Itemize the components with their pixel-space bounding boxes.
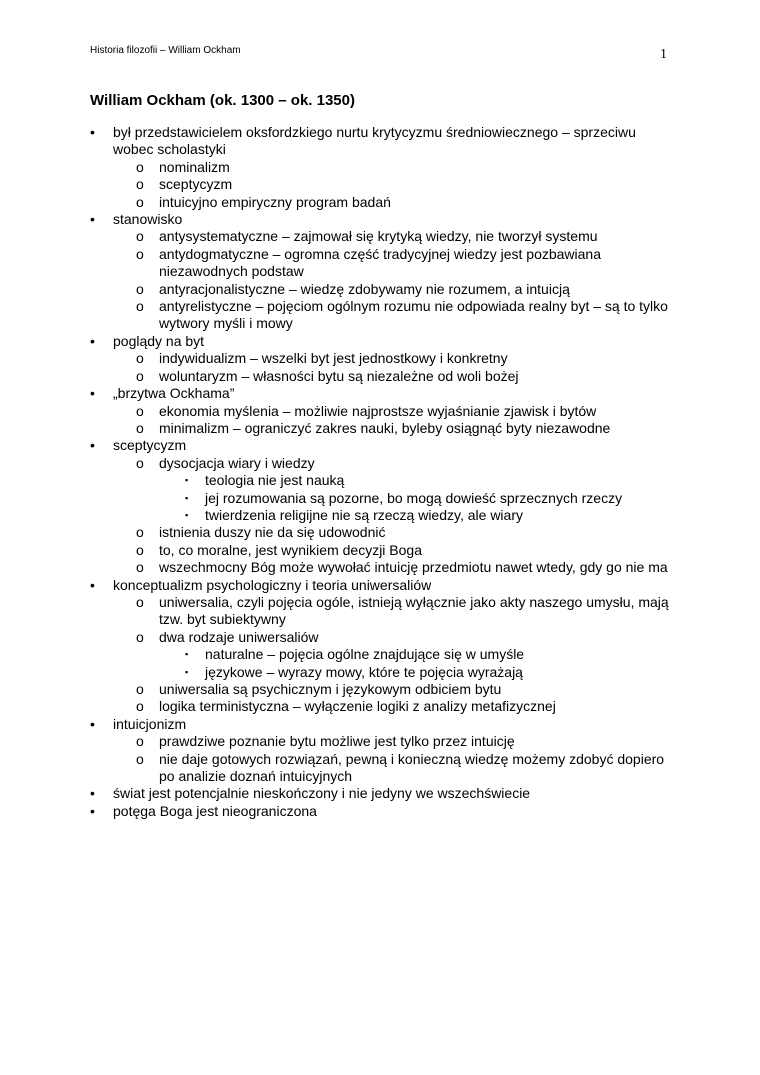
bullet-icon: • bbox=[90, 385, 95, 402]
bullet-icon: • bbox=[90, 785, 95, 802]
sub-list-item bbox=[136, 559, 680, 576]
circle-bullet-icon: o bbox=[136, 524, 144, 541]
list-item-text: językowe – wyrazy mowy, które te pojęcia wyrażają bbox=[205, 663, 523, 680]
sub-list-item bbox=[136, 542, 680, 559]
circle-bullet-icon: o bbox=[136, 245, 144, 262]
nested-list bbox=[136, 159, 680, 211]
sub-list-item bbox=[136, 281, 680, 298]
document-body bbox=[90, 124, 680, 820]
bullet-icon: • bbox=[90, 715, 95, 732]
list-item-text: twierdzenia religijne nie są rzeczą wiedzy, ale wiary bbox=[205, 506, 523, 523]
sub-list-item bbox=[136, 298, 680, 333]
list-item-text: nie daje gotowych rozwiązań, pewną i konieczną wiedzę możemy zdobyć dopiero po analizie doznań intuicyjnych bbox=[159, 750, 665, 785]
list-item-text: antysystematyczne – zajmował się krytyką wiedzy, nie tworzył systemu bbox=[159, 228, 598, 245]
square-bullet-icon: ▪ bbox=[185, 475, 189, 486]
list-item bbox=[90, 333, 680, 385]
list-item-text: woluntaryzm – własności bytu są niezależne od woli bożej bbox=[159, 367, 519, 384]
circle-bullet-icon: o bbox=[136, 593, 144, 610]
list-item-text: prawdziwe poznanie bytu możliwe jest tylko przez intuicję bbox=[159, 733, 515, 750]
nested-list bbox=[136, 733, 680, 785]
list-item bbox=[90, 803, 680, 820]
sub-list-item bbox=[136, 698, 680, 715]
sub-list-item bbox=[136, 350, 680, 367]
circle-bullet-icon: o bbox=[136, 228, 144, 245]
sub-list-item bbox=[136, 246, 680, 281]
circle-bullet-icon: o bbox=[136, 402, 144, 419]
bullet-icon: • bbox=[90, 211, 95, 228]
sub-list-item bbox=[136, 159, 680, 176]
list-item-text: antyracjonalistyczne – wiedzę zdobywamy nie rozumem, a intuicją bbox=[159, 280, 570, 297]
nested-list bbox=[136, 455, 680, 577]
sub-list-item bbox=[136, 524, 680, 541]
list-item-text: dysocjacja wiary i wiedzy bbox=[159, 454, 315, 471]
circle-bullet-icon: o bbox=[136, 419, 144, 436]
sub-sub-list-item bbox=[182, 507, 680, 524]
circle-bullet-icon: o bbox=[136, 733, 144, 750]
list-item-text: istnienia duszy nie da się udowodnić bbox=[159, 524, 386, 541]
list-item-text: antyrelistyczne – pojęciom ogólnym rozumu nie odpowiada realny byt – są to tylko wytwory myśli i mowy bbox=[159, 298, 668, 332]
circle-bullet-icon: o bbox=[136, 193, 144, 210]
circle-bullet-icon: o bbox=[136, 298, 144, 315]
sub-list-item bbox=[136, 455, 680, 525]
bullet-icon: • bbox=[90, 332, 95, 349]
sub-sub-list-item bbox=[182, 664, 680, 681]
running-header: Historia filozofii – William Ockham bbox=[90, 45, 241, 56]
nested-list bbox=[136, 228, 680, 332]
square-bullet-icon: ▪ bbox=[185, 492, 189, 503]
list-item-text: potęga Boga jest nieograniczona bbox=[113, 802, 317, 819]
sub-list-item bbox=[136, 733, 680, 750]
list-item-text: logika terministyczna – wyłączenie logiki z analizy metafizycznej bbox=[159, 698, 556, 715]
sub-sub-list-item bbox=[182, 472, 680, 489]
circle-bullet-icon: o bbox=[136, 750, 144, 767]
list-item-text: świat jest potencjalnie nieskończony i nie jedyny we wszechświecie bbox=[113, 785, 531, 802]
nested-list bbox=[136, 594, 680, 716]
circle-bullet-icon: o bbox=[136, 541, 144, 558]
sub-list-item bbox=[136, 594, 680, 629]
sub-list-item bbox=[136, 368, 680, 385]
sub-list-item bbox=[136, 629, 680, 681]
bullet-icon: • bbox=[90, 124, 95, 140]
circle-bullet-icon: o bbox=[136, 350, 144, 367]
list-item-text: naturalne – pojęcia ogólne znajdujące się w umyśle bbox=[205, 646, 525, 663]
sub-sub-list-item bbox=[182, 646, 680, 663]
list-item-text: uniwersalia są psychicznym i językowym odbiciem bytu bbox=[159, 681, 502, 697]
list-item-text: minimalizm – ograniczyć zakres nauki, byleby osiągnąć byty niezawodne bbox=[159, 419, 611, 436]
sub-list-item bbox=[136, 681, 680, 698]
list-item-text: poglądy na byt bbox=[113, 332, 205, 349]
list-item bbox=[90, 385, 680, 437]
circle-bullet-icon: o bbox=[136, 681, 144, 697]
list-item-text: dwa rodzaje uniwersaliów bbox=[159, 628, 319, 645]
bullet-icon: • bbox=[90, 576, 95, 593]
document-title: William Ockham (ok. 1300 – ok. 1350) bbox=[90, 92, 355, 109]
list-item-text: intuicjonizm bbox=[113, 715, 187, 732]
list-item-text: uniwersalia, czyli pojęcia ogóle, istnieją wyłącznie jako akty naszego umysłu, mają tzw. byt subiektywny bbox=[159, 593, 669, 628]
nested-list bbox=[182, 646, 680, 681]
circle-bullet-icon: o bbox=[136, 158, 144, 175]
circle-bullet-icon: o bbox=[136, 559, 144, 576]
list-item-text: indywidualizm – wszelki byt jest jednostkowy i konkretny bbox=[159, 350, 508, 367]
list-item-text: był przedstawicielem oksfordzkiego nurtu krytycyzmu średniowiecznego – sprzeciwu wobec scholastyki bbox=[113, 124, 636, 158]
list-item-text: sceptycyzm bbox=[113, 437, 187, 454]
circle-bullet-icon: o bbox=[136, 367, 144, 384]
list-item-text: sceptycyzm bbox=[159, 176, 233, 193]
sub-list-item bbox=[136, 194, 680, 211]
list-item bbox=[90, 211, 680, 333]
sub-list-item bbox=[136, 228, 680, 245]
bullet-icon: • bbox=[90, 802, 95, 819]
list-item bbox=[90, 437, 680, 576]
list-item-text: wszechmocny Bóg może wywołać intuicję przedmiotu nawet wtedy, gdy go nie ma bbox=[159, 559, 668, 576]
bullet-icon: • bbox=[90, 437, 95, 454]
list-item-text: to, co moralne, jest wynikiem decyzji Boga bbox=[159, 541, 422, 558]
circle-bullet-icon: o bbox=[136, 280, 144, 297]
circle-bullet-icon: o bbox=[136, 628, 144, 645]
outline-list bbox=[90, 124, 680, 820]
list-item-text: jej rozumowania są pozorne, bo mogą dowieść sprzecznych rzeczy bbox=[205, 489, 623, 506]
sub-list-item bbox=[136, 420, 680, 437]
square-bullet-icon: ▪ bbox=[185, 509, 189, 520]
sub-sub-list-item bbox=[182, 490, 680, 507]
sub-list-item bbox=[136, 751, 680, 786]
nested-list bbox=[182, 472, 680, 524]
list-item-text: antydogmatyczne – ogromna część tradycyjnej wiedzy jest pozbawiana niezawodnych podstaw bbox=[159, 245, 602, 280]
list-item bbox=[90, 577, 680, 716]
sub-list-item bbox=[136, 403, 680, 420]
circle-bullet-icon: o bbox=[136, 176, 144, 193]
nested-list bbox=[136, 403, 680, 438]
circle-bullet-icon: o bbox=[136, 454, 144, 471]
circle-bullet-icon: o bbox=[136, 698, 144, 715]
square-bullet-icon: ▪ bbox=[185, 666, 189, 677]
list-item-text: nominalizm bbox=[159, 158, 230, 175]
list-item-text: „brzytwa Ockhama” bbox=[113, 385, 235, 402]
list-item-text: ekonomia myślenia – możliwie najprostsze wyjaśnianie zjawisk i bytów bbox=[159, 402, 597, 419]
list-item bbox=[90, 716, 680, 786]
list-item-text: intuicyjno empiryczny program badań bbox=[159, 193, 391, 210]
sub-list-item bbox=[136, 176, 680, 193]
list-item-text: konceptualizm psychologiczny i teoria uniwersaliów bbox=[113, 576, 432, 593]
page-number: 1 bbox=[660, 47, 667, 62]
square-bullet-icon: ▪ bbox=[185, 649, 189, 660]
nested-list bbox=[136, 350, 680, 385]
list-item-text: stanowisko bbox=[113, 211, 183, 228]
list-item bbox=[90, 124, 680, 211]
list-item-text: teologia nie jest nauką bbox=[205, 472, 345, 489]
list-item bbox=[90, 785, 680, 802]
